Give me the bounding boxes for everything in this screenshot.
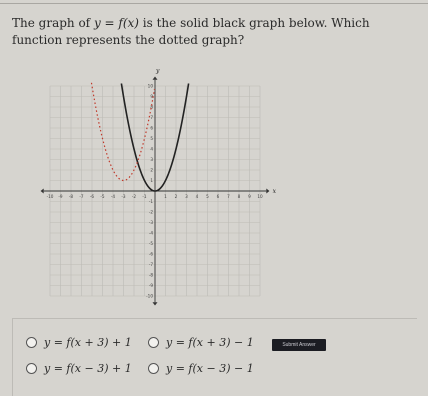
y-tick-label: 7 bbox=[150, 115, 153, 120]
y-tick-label: 3 bbox=[150, 157, 153, 162]
x-tick-label: -3 bbox=[121, 194, 126, 199]
y-axis-arrow-up bbox=[153, 77, 158, 80]
option-d-label: y = f(x − 3) − 1 bbox=[166, 362, 254, 375]
x-tick-label: -10 bbox=[46, 194, 54, 199]
y-tick-label: 10 bbox=[147, 83, 153, 89]
x-tick-label: 5 bbox=[206, 194, 209, 199]
y-tick-label: 5 bbox=[150, 136, 153, 141]
x-tick-label: -9 bbox=[58, 194, 63, 199]
x-axis-arrow-right bbox=[266, 189, 269, 194]
radio-option-b[interactable] bbox=[148, 337, 159, 348]
x-axis-arrow-left bbox=[41, 189, 44, 194]
y-tick-label: 8 bbox=[150, 104, 153, 110]
y-axis-label: y bbox=[156, 67, 160, 75]
y-tick-label: -7 bbox=[148, 262, 153, 267]
y-tick-label: 2 bbox=[150, 167, 153, 173]
answer-panel bbox=[12, 318, 417, 396]
radio-option-a[interactable] bbox=[26, 337, 37, 348]
question-part-1: The graph of bbox=[12, 16, 94, 30]
question-math: y = f(x) bbox=[93, 16, 139, 30]
y-tick-label: -3 bbox=[148, 220, 153, 225]
x-tick-label: -2 bbox=[131, 194, 137, 199]
y-tick-label: -1 bbox=[148, 199, 153, 204]
question-part-2: is the solid black graph below. Which function represents the dotted graph? bbox=[12, 16, 370, 47]
y-tick-label: -4 bbox=[148, 230, 153, 236]
x-tick-label: -4 bbox=[110, 194, 116, 199]
option-a[interactable] bbox=[26, 336, 132, 349]
x-tick-label: 10 bbox=[257, 194, 263, 199]
y-tick-label: 6 bbox=[150, 125, 153, 131]
y-tick-label: -9 bbox=[148, 283, 153, 288]
y-tick-label: 9 bbox=[150, 94, 153, 99]
radio-option-c[interactable] bbox=[26, 363, 37, 374]
x-tick-label: -1 bbox=[142, 194, 147, 199]
x-tick-label: 6 bbox=[216, 194, 220, 199]
x-tick-label: 7 bbox=[227, 194, 230, 199]
submit-answer-button[interactable]: Submit Answer bbox=[272, 339, 326, 351]
x-tick-label: -6 bbox=[89, 194, 95, 199]
x-tick-label: 2 bbox=[174, 194, 178, 199]
x-tick-label: 9 bbox=[248, 194, 251, 199]
x-tick-label: 3 bbox=[185, 194, 188, 199]
x-tick-label: 8 bbox=[237, 194, 241, 199]
x-tick-label: -5 bbox=[100, 194, 105, 199]
y-tick-label: -6 bbox=[148, 251, 153, 257]
option-d[interactable] bbox=[148, 362, 254, 375]
y-tick-label: -8 bbox=[148, 272, 153, 278]
y-tick-label: -10 bbox=[146, 293, 153, 299]
option-b-label: y = f(x + 3) − 1 bbox=[166, 336, 254, 349]
option-a-label: y = f(x + 3) + 1 bbox=[44, 336, 132, 349]
y-tick-label: 4 bbox=[150, 146, 153, 152]
radio-option-d[interactable] bbox=[148, 363, 159, 374]
x-tick-label: -8 bbox=[68, 194, 74, 199]
x-tick-label: 4 bbox=[195, 194, 199, 199]
option-c-label: y = f(x − 3) + 1 bbox=[44, 362, 132, 375]
y-tick-label: -2 bbox=[148, 209, 153, 215]
x-tick-label: 1 bbox=[164, 194, 167, 199]
y-axis-arrow-down bbox=[153, 302, 158, 305]
x-axis-label: x bbox=[272, 188, 276, 195]
y-tick-label: -5 bbox=[148, 241, 153, 246]
x-tick-label: -7 bbox=[79, 194, 84, 199]
option-b[interactable] bbox=[148, 336, 254, 349]
y-tick-label: 1 bbox=[150, 178, 153, 183]
option-c[interactable] bbox=[26, 362, 132, 375]
